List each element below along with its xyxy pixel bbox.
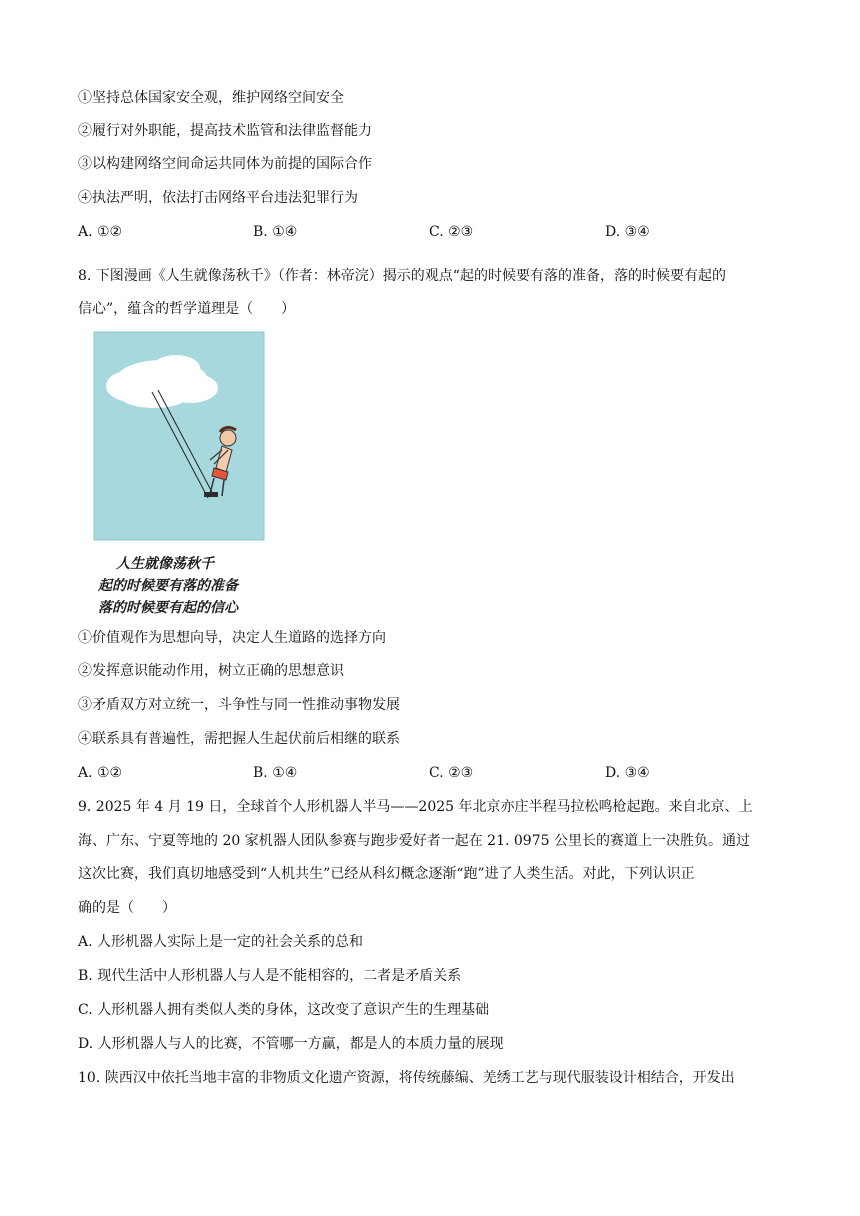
q7-option-b: B. ①④	[253, 224, 298, 240]
q7-option-c: C. ②③	[429, 224, 474, 240]
q9-stem-line-4: 确的是（ ）	[78, 900, 176, 916]
q7-item-1: ①坚持总体国家安全观，维护网络空间安全	[78, 90, 344, 106]
q9-stem-line-3: 这次比赛，我们真切地感受到“人机共生”已经从科幻概念逐渐“跑”进了人类生活。对此，下列认识正	[78, 866, 695, 882]
q8-option-c: C. ②③	[429, 765, 474, 781]
q8-item-3: ③矛盾双方对立统一，斗争性与同一性推动事物发展	[78, 697, 400, 713]
q8-item-2: ②发挥意识能动作用，树立正确的思想意识	[78, 663, 344, 679]
q8-options	[78, 763, 778, 783]
q7-item-4: ④执法严明，依法打击网络平台违法犯罪行为	[78, 190, 358, 206]
swing-seat	[204, 492, 218, 497]
cartoon-caption	[97, 555, 240, 616]
caption-line-1: 人生就像荡秋千	[116, 556, 214, 572]
q9-option-a: A. 人形机器人实际上是一定的社会关系的总和	[78, 934, 364, 950]
q7-option-d: D. ③④	[605, 224, 650, 240]
q8-stem-line-2: 信心”，蕴含的哲学道理是（ ）	[78, 301, 296, 317]
q7-options	[78, 222, 778, 242]
q9-stem-line-1: 9. 2025 年 4 月 19 日，全球首个人形机器人半马——2025 年北京亦庄半程马拉松鸣枪起跑。来自北京、上	[78, 799, 753, 815]
q8-stem-line-1: 8. 下图漫画《人生就像荡秋千》（作者：林帝浣）揭示的观点“起的时候要有落的准备，落的时候要有起的	[78, 268, 726, 284]
q8-option-d: D. ③④	[605, 765, 650, 781]
q7-item-3: ③以构建网络空间命运共同体为前提的国际合作	[78, 156, 372, 172]
q8-item-4: ④联系具有普遍性，需把握人生起伏前后相继的联系	[78, 731, 400, 747]
q9-option-b: B. 现代生活中人形机器人与人是不能相容的，二者是矛盾关系	[78, 968, 462, 984]
swing-cartoon	[92, 330, 268, 620]
q7-item-2: ②履行对外职能，提高技术监管和法律监督能力	[78, 123, 372, 139]
q9-option-d: D. 人形机器人与人的比赛，不管哪一方赢，都是人的本质力量的展现	[78, 1036, 504, 1052]
q8-option-b: B. ①④	[253, 765, 298, 781]
swing-cartoon-illustration	[92, 330, 268, 620]
q10-stem-line-1: 10. 陕西汉中依托当地丰富的非物质文化遗产资源，将传统藤编、羌绣工艺与现代服装设计相结合，开发出	[78, 1070, 735, 1086]
q8-option-a: A. ①②	[78, 765, 123, 781]
q7-option-a: A. ①②	[78, 224, 123, 240]
q9-option-c: C. 人形机器人拥有类似人类的身体，这改变了意识产生的生理基础	[78, 1002, 490, 1018]
q9-stem-line-2: 海、广东、宁夏等地的 20 家机器人团队参赛与跑步爱好者一起在 21. 0975 公里长的赛道上一决胜负。通过	[78, 833, 750, 849]
caption-line-2: 起的时候要有落的准备	[98, 578, 238, 594]
caption-line-3: 落的时候要有起的信心	[98, 600, 238, 616]
q8-item-1: ①价值观作为思想向导，决定人生道路的选择方向	[78, 630, 386, 646]
